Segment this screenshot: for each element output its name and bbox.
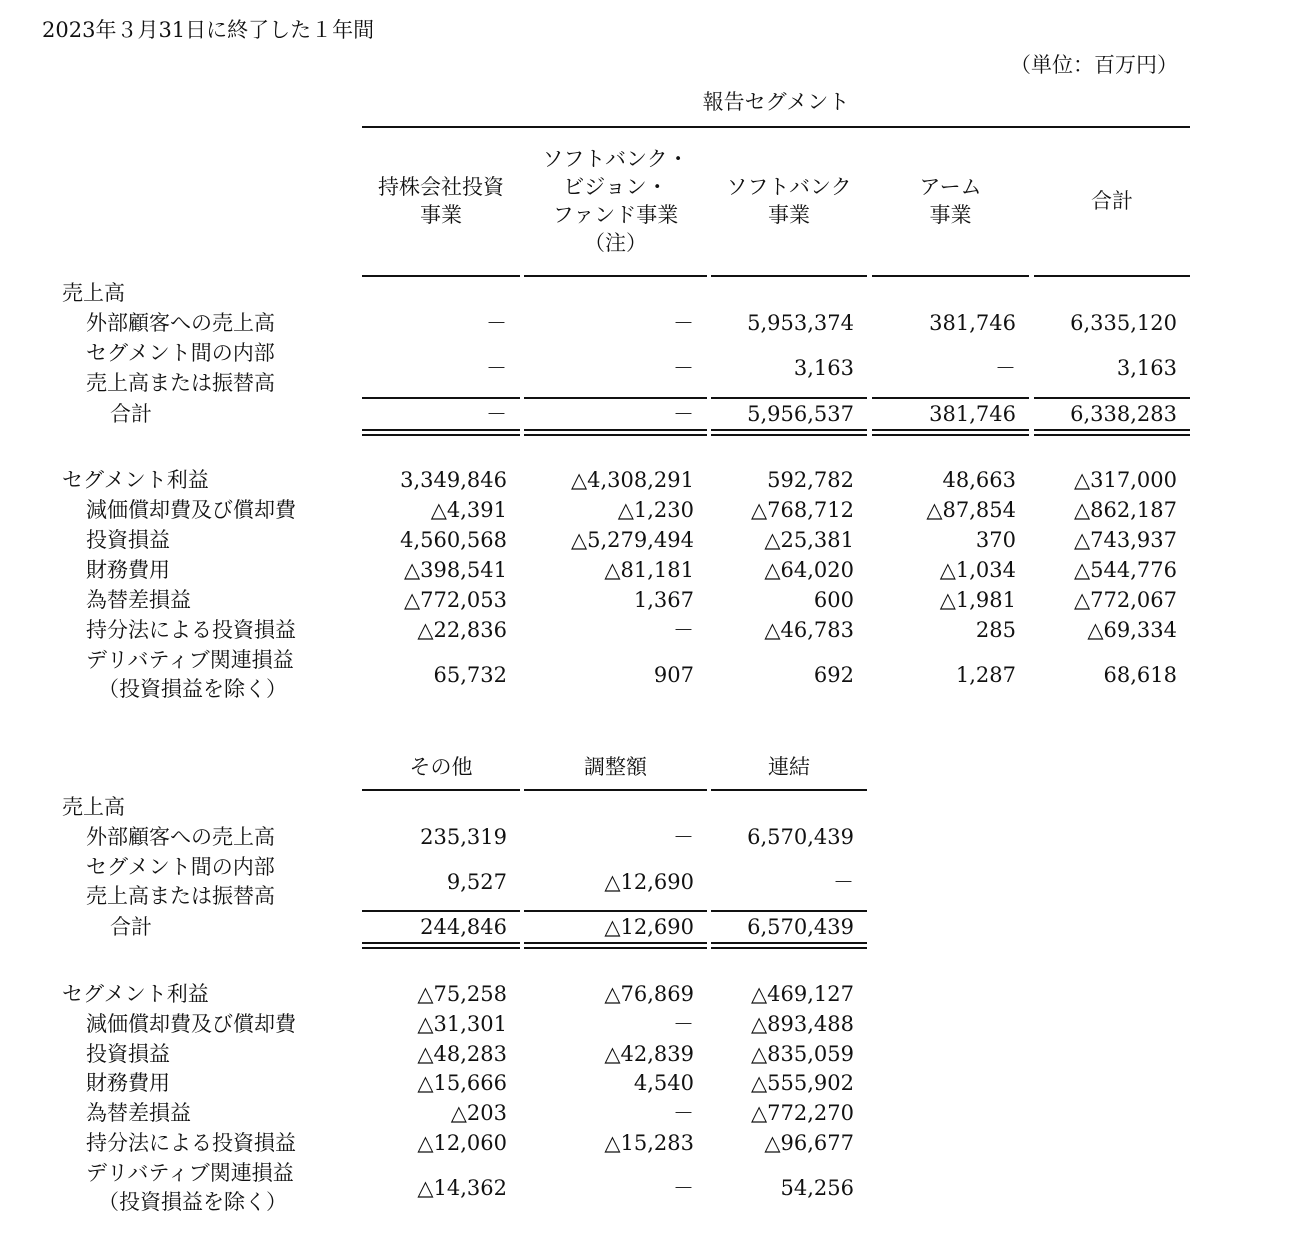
table-cell: 370 xyxy=(975,528,1016,552)
table-cell: △398,541 xyxy=(404,558,507,582)
table-cell: △893,488 xyxy=(751,1012,854,1036)
table1-total-top-rule xyxy=(872,397,1029,399)
row-label-depreciation: 減価償却費及び償却費 xyxy=(86,1012,296,1036)
table-cell: △76,869 xyxy=(604,982,694,1006)
table1-col-header-line: （注） xyxy=(584,231,647,255)
table-cell: △81,181 xyxy=(604,558,694,582)
unit-label: （単位：百万円） xyxy=(1010,53,1178,77)
row-label-intersegment-2: 売上高または振替高 xyxy=(86,884,275,908)
reportable-segments-heading: 報告セグメント xyxy=(702,90,850,114)
row-label-derivative-2: （投資損益を除く） xyxy=(98,1190,287,1214)
row-label-intersegment: セグメント間の内部 xyxy=(86,341,275,365)
table-cell: △772,053 xyxy=(404,588,507,612)
table2-total-double-rule xyxy=(524,947,707,949)
table-cell: － xyxy=(486,311,507,335)
table-cell: 235,319 xyxy=(420,825,507,849)
table1-col-header-line: ビジョン・ xyxy=(563,175,668,199)
period-title: 2023年３月31日に終了した１年間 xyxy=(42,18,375,42)
table-cell: 5,956,537 xyxy=(747,402,854,426)
table-cell: － xyxy=(486,356,507,380)
table-cell: 244,846 xyxy=(420,915,507,939)
row-label-external: 外部顧客への売上高 xyxy=(86,311,275,335)
table1-col-header xyxy=(362,173,520,229)
table2-total-double-rule xyxy=(711,947,867,949)
table-cell: 3,163 xyxy=(1116,356,1177,380)
table-cell: 4,540 xyxy=(633,1071,694,1095)
table-cell: △87,854 xyxy=(926,498,1016,522)
row-label-finance: 財務費用 xyxy=(86,1071,170,1095)
table2-total-double-rule xyxy=(362,942,520,944)
table-cell: － xyxy=(673,402,694,426)
table-cell: △12,060 xyxy=(417,1131,507,1155)
table1-total-top-rule xyxy=(1034,397,1190,399)
table-cell: △69,334 xyxy=(1087,618,1177,642)
table-cell: 6,338,283 xyxy=(1070,402,1177,426)
row-label-investment: 投資損益 xyxy=(86,528,170,552)
table-cell: △317,000 xyxy=(1074,468,1177,492)
table-cell: － xyxy=(673,1012,694,1036)
table1-total-double-rule xyxy=(1034,429,1190,431)
table1-col-header xyxy=(524,145,707,257)
table-cell: △12,690 xyxy=(604,915,694,939)
table1-header-rule xyxy=(1034,275,1190,277)
table-cell: 54,256 xyxy=(780,1175,854,1200)
table-cell: △5,279,494 xyxy=(570,528,694,552)
table-cell: △96,677 xyxy=(764,1131,854,1155)
table1-header-rule xyxy=(362,275,520,277)
table-cell: 1,367 xyxy=(633,588,694,612)
table1-total-double-rule xyxy=(872,434,1029,436)
table-cell: △46,783 xyxy=(764,618,854,642)
table-cell: △743,937 xyxy=(1074,528,1177,552)
row-label-sales: 売上高 xyxy=(62,795,125,819)
table-cell: △469,127 xyxy=(751,982,854,1006)
table2-total-top-rule xyxy=(711,910,867,912)
table2-col-header: 連結 xyxy=(768,755,810,779)
table2-col-header: その他 xyxy=(409,755,473,779)
table1-total-double-rule xyxy=(711,429,867,431)
table2-total-double-rule xyxy=(711,942,867,944)
table2-header-rule xyxy=(524,789,707,791)
row-label-depreciation: 減価償却費及び償却費 xyxy=(86,498,296,522)
table-cell: 6,570,439 xyxy=(747,915,854,939)
table-cell: 285 xyxy=(975,618,1016,642)
table-cell: △835,059 xyxy=(751,1042,854,1066)
table-cell: △75,258 xyxy=(417,982,507,1006)
table-cell: 6,570,439 xyxy=(747,825,854,849)
table1-total-double-rule xyxy=(362,429,520,431)
table-cell: － xyxy=(833,869,854,894)
table-cell: △1,230 xyxy=(617,498,694,522)
table-cell: △4,308,291 xyxy=(570,468,694,492)
table1-total-double-rule xyxy=(711,434,867,436)
table-cell: △15,666 xyxy=(417,1071,507,1095)
table2-col-header: 調整額 xyxy=(584,755,647,779)
table1-total-top-rule xyxy=(362,397,520,399)
row-label-derivative: デリバティブ関連損益 xyxy=(86,648,294,672)
table1-col-header-line: ソフトバンク・ xyxy=(542,147,689,171)
table-cell: － xyxy=(995,356,1016,380)
table1-total-double-rule xyxy=(524,429,707,431)
table-cell: 48,663 xyxy=(942,468,1016,492)
table-cell: △555,902 xyxy=(751,1071,854,1095)
table1-total-double-rule xyxy=(1034,434,1190,436)
table-cell: △768,712 xyxy=(751,498,854,522)
table2-header-rule xyxy=(711,789,867,791)
table-cell: 381,746 xyxy=(929,402,1016,426)
table-cell: － xyxy=(486,402,507,426)
table2-total-top-rule xyxy=(362,910,520,912)
table-cell: 68,618 xyxy=(1103,662,1177,687)
table-cell: △25,381 xyxy=(764,528,854,552)
row-label-derivative-2: （投資損益を除く） xyxy=(98,677,287,701)
table-cell: △15,283 xyxy=(604,1131,694,1155)
row-label-total: 合計 xyxy=(110,915,152,939)
row-label-derivative: デリバティブ関連損益 xyxy=(86,1161,294,1185)
table-cell: △64,020 xyxy=(764,558,854,582)
table-cell: 5,953,374 xyxy=(747,311,854,335)
table1-top-rule xyxy=(362,126,1190,128)
table-cell: － xyxy=(673,311,694,335)
table1-col-header xyxy=(711,173,867,229)
table1-col-header-line: 事業 xyxy=(420,203,462,227)
table-cell: △42,839 xyxy=(604,1042,694,1066)
table-cell: 1,287 xyxy=(955,662,1016,687)
table1-header-rule xyxy=(524,275,707,277)
table-cell: △48,283 xyxy=(417,1042,507,1066)
table-cell: 692 xyxy=(813,662,854,687)
table-cell: △31,301 xyxy=(417,1012,507,1036)
table2-total-top-rule xyxy=(524,910,707,912)
table1-col-header-line: アーム xyxy=(919,175,982,199)
table-cell: △772,270 xyxy=(751,1101,854,1125)
table-cell: △862,187 xyxy=(1074,498,1177,522)
table-cell: 381,746 xyxy=(929,311,1016,335)
row-label-external: 外部顧客への売上高 xyxy=(86,825,275,849)
table-cell: △22,836 xyxy=(417,618,507,642)
row-label-intersegment-2: 売上高または振替高 xyxy=(86,371,275,395)
table1-col-header-line: 事業 xyxy=(929,203,972,227)
table1-total-double-rule xyxy=(872,429,1029,431)
row-label-fx: 為替差損益 xyxy=(86,588,191,612)
table1-col-header-line: 事業 xyxy=(768,203,810,227)
table1-header-rule xyxy=(872,275,1029,277)
table-cell: 3,163 xyxy=(793,356,854,380)
table-cell: 600 xyxy=(813,588,854,612)
table1-total-double-rule xyxy=(524,434,707,436)
table-cell: △14,362 xyxy=(417,1175,507,1200)
table1-col-header-line: 合計 xyxy=(1091,189,1133,213)
table1-col-header-line: 持株会社投資 xyxy=(378,175,504,199)
table-cell: 907 xyxy=(653,662,694,687)
table-cell: 3,349,846 xyxy=(400,468,507,492)
row-label-total: 合計 xyxy=(110,402,152,426)
row-label-fx: 為替差損益 xyxy=(86,1101,191,1125)
table-cell: △12,690 xyxy=(604,869,694,894)
table1-col-header-line: ソフトバンク xyxy=(726,175,852,199)
table2-total-double-rule xyxy=(362,947,520,949)
row-label-equity: 持分法による投資損益 xyxy=(86,618,296,642)
table1-total-double-rule xyxy=(362,434,520,436)
table2-total-double-rule xyxy=(524,942,707,944)
table-cell: － xyxy=(673,825,694,849)
table-cell: － xyxy=(673,1101,694,1125)
table-cell: 592,782 xyxy=(767,468,854,492)
table1-col-header xyxy=(872,173,1029,229)
row-label-equity: 持分法による投資損益 xyxy=(86,1131,296,1155)
table-cell: － xyxy=(673,356,694,380)
row-label-sales: 売上高 xyxy=(62,281,125,305)
row-label-finance: 財務費用 xyxy=(86,558,170,582)
table-cell: 65,732 xyxy=(433,662,507,687)
table1-total-top-rule xyxy=(711,397,867,399)
table-cell: 4,560,568 xyxy=(400,528,507,552)
row-label-investment: 投資損益 xyxy=(86,1042,170,1066)
table1-col-header xyxy=(1034,187,1190,215)
table-cell: △1,981 xyxy=(939,588,1016,612)
table-cell: － xyxy=(673,1175,694,1200)
table1-total-top-rule xyxy=(524,397,707,399)
table-cell: △1,034 xyxy=(939,558,1016,582)
table1-col-header-line: ファンド事業 xyxy=(552,203,679,227)
table-cell: △772,067 xyxy=(1074,588,1177,612)
table-cell: △4,391 xyxy=(430,498,507,522)
table1-header-rule xyxy=(711,275,867,277)
table-cell: △203 xyxy=(450,1101,507,1125)
row-label-segment-profit: セグメント利益 xyxy=(62,468,209,492)
table2-header-rule xyxy=(362,789,520,791)
table-cell: △544,776 xyxy=(1074,558,1177,582)
table-cell: 6,335,120 xyxy=(1070,311,1177,335)
table-cell: － xyxy=(673,618,694,642)
row-label-intersegment: セグメント間の内部 xyxy=(86,855,275,879)
table-cell: 9,527 xyxy=(446,869,507,894)
row-label-segment-profit: セグメント利益 xyxy=(62,982,209,1006)
